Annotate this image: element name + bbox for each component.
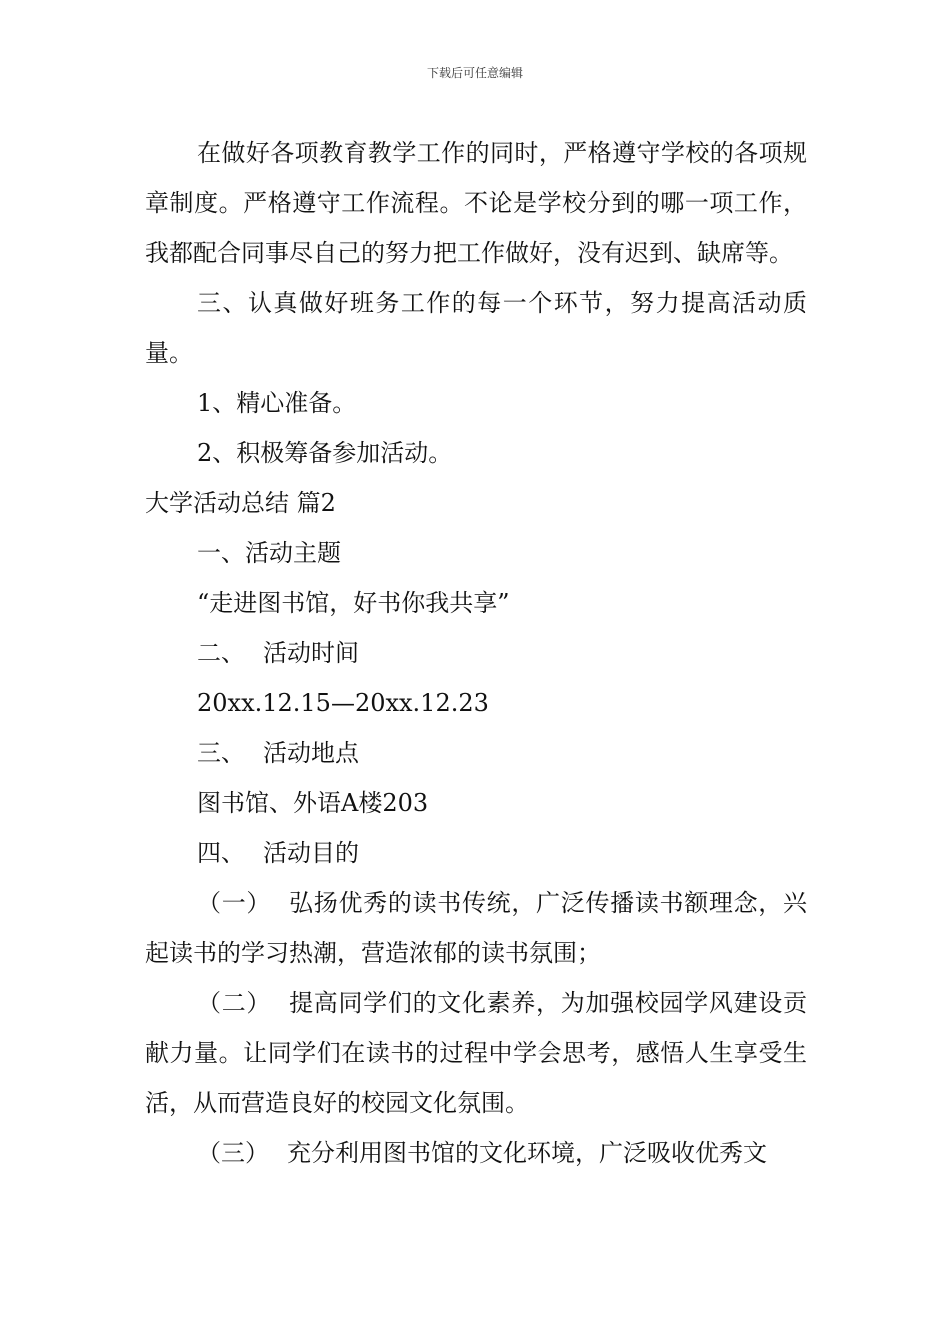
purpose-one-mark: （一） [197,889,272,917]
purpose-two-mark: （二） [197,989,272,1017]
item-time-value: 20xx.12.15—20xx.12.23 [197,689,489,717]
item-place-label: 活动地点 [263,739,359,767]
paragraph-section-three: 三、认真做好班务工作的每一个环节，努力提高活动质量。 [145,289,807,367]
item-theme-heading: 一、活动主题 [197,539,341,567]
item-purpose-heading [145,828,807,878]
page-header: 下载后可任意编辑 [426,66,523,80]
purpose-three-text: 充分利用图书馆的文化环境，广泛吸收优秀文 [287,1139,767,1167]
purpose-three-mark: （三） [197,1139,269,1167]
item-time-mark: 二、 [197,639,245,667]
item-time-label: 活动时间 [263,639,359,667]
item-purpose-label: 活动目的 [263,839,359,867]
purpose-two [145,978,807,1128]
section-title: 大学活动总结 篇2 [145,489,336,517]
purpose-two-text: 提高同学们的文化素养，为加强校园学风建设贡献力量。让同学们在读书的过程中学会思考，感悟人生享受生活，从而营造良好的校园文化氛围。 [145,989,808,1117]
item-purpose-mark: 四、 [197,839,245,867]
item-place-value: 图书馆、外语A楼203 [197,789,429,817]
document-body [145,128,807,1178]
purpose-one-text: 弘扬优秀的读书传统，广泛传播读书额理念，兴起读书的学习热潮，营造浓郁的读书氛围； [145,889,808,967]
paragraph-item-1: 1、精心准备。 [197,389,357,417]
paragraph-rules: 在做好各项教育教学工作的同时，严格遵守学校的各项规章制度。严格遵守工作流程。不论是学校分到的哪一项工作，我都配合同事尽自己的努力把工作做好，没有迟到、缺席等。 [145,139,807,267]
purpose-three [145,1128,807,1178]
item-place-mark: 三、 [197,739,245,767]
item-time-heading [145,628,807,678]
item-theme-value: “走进图书馆，好书你我共享” [197,589,510,617]
purpose-one [145,878,807,978]
paragraph-item-2: 2、积极筹备参加活动。 [197,439,453,467]
item-place-heading [145,728,807,778]
